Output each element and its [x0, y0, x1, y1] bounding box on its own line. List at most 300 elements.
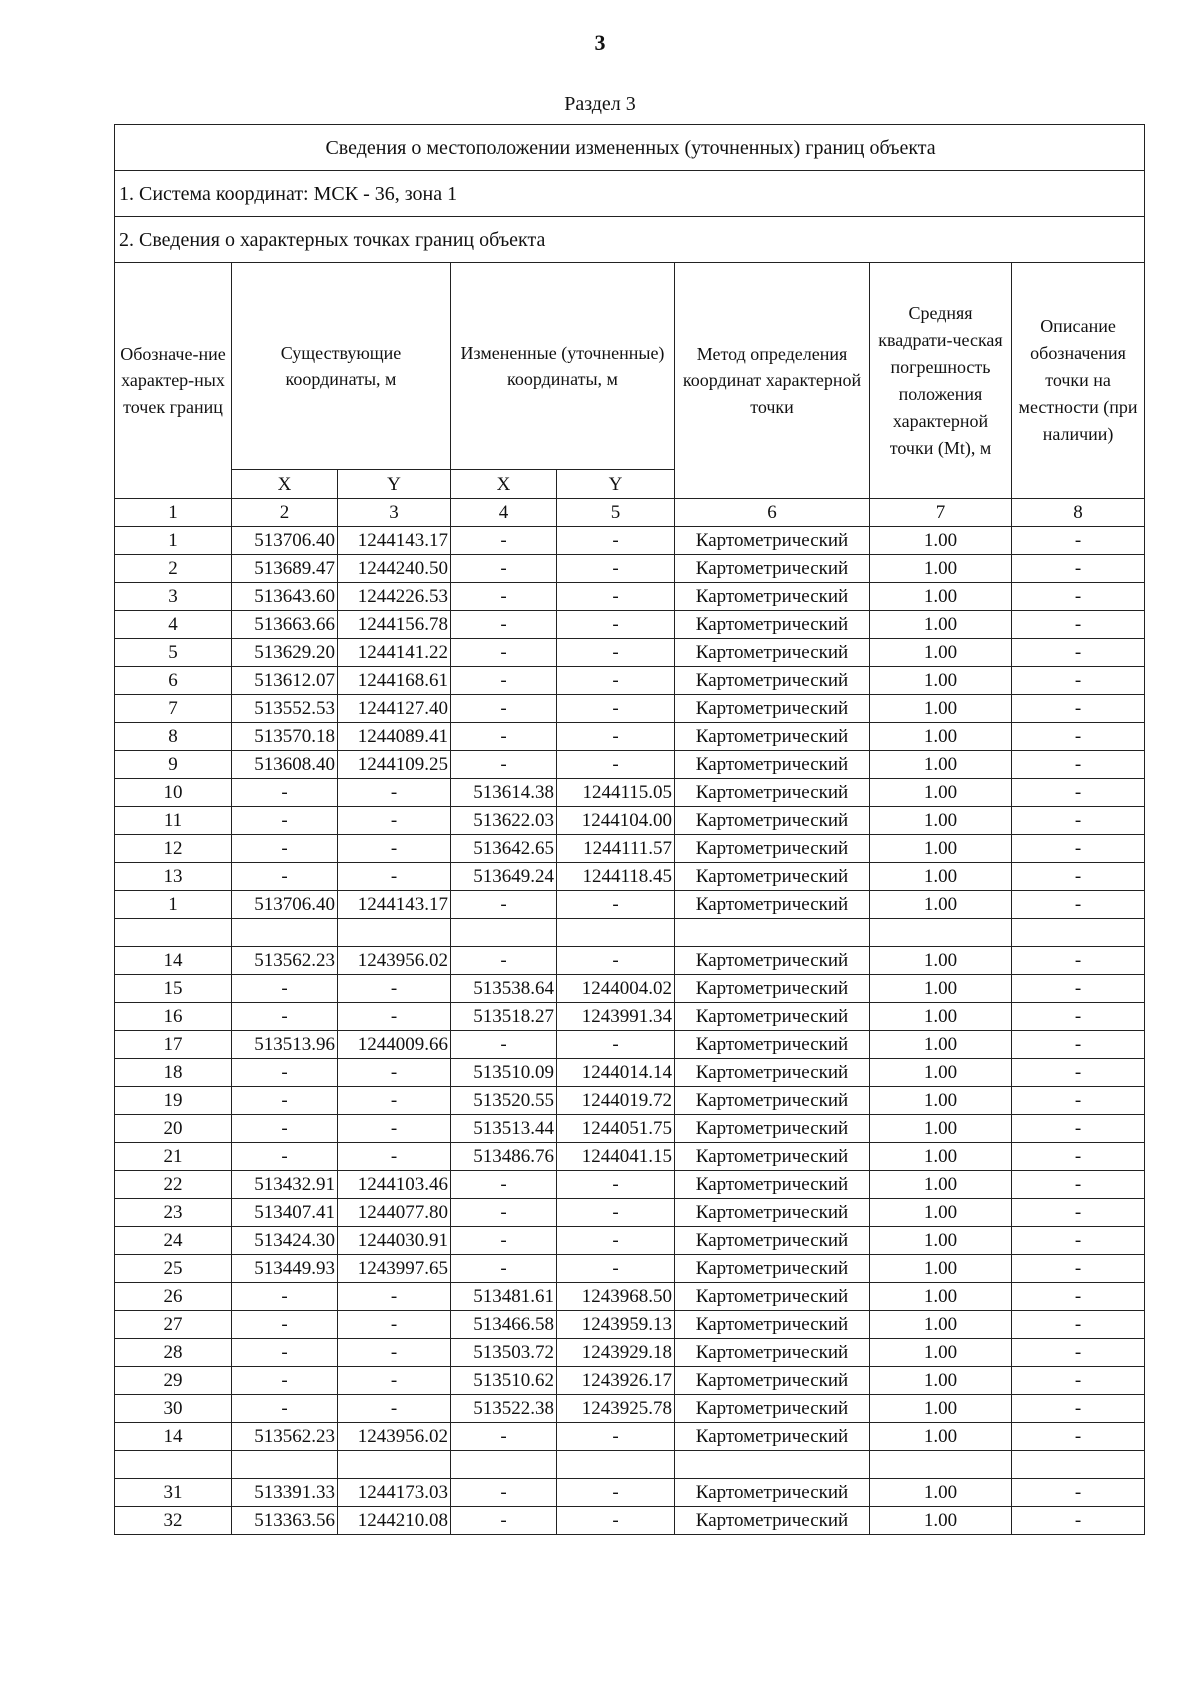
description-cell: -: [1012, 1171, 1145, 1199]
header-method: Метод определения координат характерной точки: [675, 263, 870, 499]
error-cell: 1.00: [870, 751, 1012, 779]
method-cell: Картометрический: [675, 1031, 870, 1059]
description-cell: -: [1012, 1311, 1145, 1339]
header-existing-coordinates: Существующие координаты, м: [232, 263, 451, 470]
header-changed-y: Y: [557, 470, 675, 499]
existing-x-cell: 513424.30: [232, 1227, 338, 1255]
existing-x-cell: -: [232, 1143, 338, 1171]
existing-x-cell: 513629.20: [232, 639, 338, 667]
description-cell: -: [1012, 667, 1145, 695]
existing-x-cell: 513391.33: [232, 1479, 338, 1507]
point-id-cell: 27: [115, 1311, 232, 1339]
error-cell: 1.00: [870, 1423, 1012, 1451]
method-cell: Картометрический: [675, 667, 870, 695]
changed-x-cell: 513518.27: [451, 1003, 557, 1031]
point-id-cell: 23: [115, 1199, 232, 1227]
coordinate-system: 1. Система координат: МСК - 36, зона 1: [115, 171, 1145, 217]
existing-y-cell: -: [338, 1003, 451, 1031]
existing-y-cell: 1244127.40: [338, 695, 451, 723]
table-row: [115, 1171, 1145, 1199]
point-id-cell: 2: [115, 555, 232, 583]
table-row: [115, 611, 1145, 639]
existing-x-cell: 513608.40: [232, 751, 338, 779]
changed-y-cell: -: [557, 751, 675, 779]
changed-y-cell: -: [557, 1255, 675, 1283]
description-cell: -: [1012, 1283, 1145, 1311]
table-row: [115, 1255, 1145, 1283]
description-cell: -: [1012, 1003, 1145, 1031]
changed-x-cell: 513510.62: [451, 1367, 557, 1395]
method-cell: Картометрический: [675, 1171, 870, 1199]
method-cell: Картометрический: [675, 639, 870, 667]
description-cell: -: [1012, 975, 1145, 1003]
column-numbers-row: [115, 499, 1145, 527]
page-number: 3: [594, 30, 606, 55]
boundary-points-table: [114, 124, 1145, 1535]
existing-y-cell: 1244143.17: [338, 527, 451, 555]
changed-x-cell: 513486.76: [451, 1143, 557, 1171]
existing-x-cell: 513643.60: [232, 583, 338, 611]
changed-x-cell: -: [451, 751, 557, 779]
error-cell: 1.00: [870, 947, 1012, 975]
method-cell: Картометрический: [675, 695, 870, 723]
point-id-cell: 16: [115, 1003, 232, 1031]
method-cell: [675, 1451, 870, 1479]
table-row: [115, 1087, 1145, 1115]
existing-x-cell: 513562.23: [232, 947, 338, 975]
point-id-cell: 5: [115, 639, 232, 667]
existing-y-cell: -: [338, 835, 451, 863]
method-cell: [675, 919, 870, 947]
changed-y-cell: -: [557, 695, 675, 723]
table-row: [115, 1115, 1145, 1143]
description-cell: -: [1012, 863, 1145, 891]
method-cell: Картометрический: [675, 1227, 870, 1255]
point-id-cell: 19: [115, 1087, 232, 1115]
changed-x-cell: 513481.61: [451, 1283, 557, 1311]
point-id-cell: 12: [115, 835, 232, 863]
existing-y-cell: -: [338, 1283, 451, 1311]
changed-x-cell: -: [451, 1199, 557, 1227]
changed-x-cell: [451, 919, 557, 947]
changed-y-cell: 1243925.78: [557, 1395, 675, 1423]
changed-y-cell: -: [557, 527, 675, 555]
changed-x-cell: -: [451, 667, 557, 695]
description-cell: -: [1012, 1227, 1145, 1255]
changed-x-cell: -: [451, 1171, 557, 1199]
changed-y-cell: 1244051.75: [557, 1115, 675, 1143]
header-changed-x: X: [451, 470, 557, 499]
table-row: [115, 1395, 1145, 1423]
existing-x-cell: 513432.91: [232, 1171, 338, 1199]
table-row: [115, 1283, 1145, 1311]
error-cell: 1.00: [870, 1479, 1012, 1507]
table-row: [115, 1479, 1145, 1507]
changed-y-cell: -: [557, 555, 675, 583]
column-number: 5: [557, 499, 675, 527]
error-cell: 1.00: [870, 1115, 1012, 1143]
changed-x-cell: -: [451, 583, 557, 611]
table-row: [115, 723, 1145, 751]
existing-x-cell: -: [232, 1059, 338, 1087]
existing-y-cell: [338, 919, 451, 947]
description-cell: -: [1012, 639, 1145, 667]
description-cell: -: [1012, 1199, 1145, 1227]
method-cell: Картометрический: [675, 527, 870, 555]
existing-y-cell: -: [338, 1143, 451, 1171]
error-cell: 1.00: [870, 807, 1012, 835]
existing-x-cell: [232, 1451, 338, 1479]
description-cell: -: [1012, 1031, 1145, 1059]
description-cell: -: [1012, 1367, 1145, 1395]
existing-y-cell: 1244173.03: [338, 1479, 451, 1507]
table-row: [115, 1339, 1145, 1367]
description-cell: -: [1012, 1255, 1145, 1283]
existing-y-cell: -: [338, 1367, 451, 1395]
existing-y-cell: 1244226.53: [338, 583, 451, 611]
changed-y-cell: 1244111.57: [557, 835, 675, 863]
point-id-cell: [115, 1451, 232, 1479]
existing-y-cell: 1244210.08: [338, 1507, 451, 1535]
changed-x-cell: -: [451, 695, 557, 723]
error-cell: 1.00: [870, 1199, 1012, 1227]
method-cell: Картометрический: [675, 1199, 870, 1227]
changed-x-cell: -: [451, 1423, 557, 1451]
header-mean-square-error: Средняя квадрати-ческая погрешность положения характерной точки (Mt), м: [870, 263, 1012, 499]
header-changed-coordinates: Измененные (уточненные) координаты, м: [451, 263, 675, 470]
method-cell: Картометрический: [675, 975, 870, 1003]
existing-y-cell: -: [338, 975, 451, 1003]
description-cell: -: [1012, 779, 1145, 807]
changed-y-cell: 1244004.02: [557, 975, 675, 1003]
point-id-cell: 14: [115, 1423, 232, 1451]
table-row: [115, 583, 1145, 611]
existing-y-cell: 1243956.02: [338, 1423, 451, 1451]
form-title: Сведения о местоположении измененных (уточненных) границ объекта: [115, 125, 1145, 171]
method-cell: Картометрический: [675, 1283, 870, 1311]
table-row: [115, 863, 1145, 891]
point-id-cell: 4: [115, 611, 232, 639]
point-id-cell: 7: [115, 695, 232, 723]
description-cell: -: [1012, 1143, 1145, 1171]
table-row: [115, 1031, 1145, 1059]
error-cell: 1.00: [870, 863, 1012, 891]
error-cell: 1.00: [870, 1367, 1012, 1395]
table-row: [115, 639, 1145, 667]
table-row: [115, 1423, 1145, 1451]
description-cell: -: [1012, 1059, 1145, 1087]
point-id-cell: 13: [115, 863, 232, 891]
existing-y-cell: -: [338, 863, 451, 891]
changed-x-cell: 513520.55: [451, 1087, 557, 1115]
error-cell: 1.00: [870, 1227, 1012, 1255]
table-row: [115, 1199, 1145, 1227]
existing-x-cell: 513570.18: [232, 723, 338, 751]
changed-x-cell: -: [451, 611, 557, 639]
existing-x-cell: -: [232, 1283, 338, 1311]
table-row: [115, 1451, 1145, 1479]
existing-y-cell: [338, 1451, 451, 1479]
table-row: [115, 1367, 1145, 1395]
changed-y-cell: 1243968.50: [557, 1283, 675, 1311]
existing-x-cell: 513363.56: [232, 1507, 338, 1535]
changed-x-cell: 513614.38: [451, 779, 557, 807]
changed-x-cell: -: [451, 891, 557, 919]
point-id-cell: 26: [115, 1283, 232, 1311]
point-id-cell: 32: [115, 1507, 232, 1535]
changed-x-cell: -: [451, 1031, 557, 1059]
changed-x-cell: 513522.38: [451, 1395, 557, 1423]
point-id-cell: 21: [115, 1143, 232, 1171]
column-number: 3: [338, 499, 451, 527]
existing-y-cell: 1244103.46: [338, 1171, 451, 1199]
table-row: [115, 807, 1145, 835]
existing-x-cell: -: [232, 1367, 338, 1395]
table-row: [115, 1311, 1145, 1339]
changed-x-cell: -: [451, 527, 557, 555]
existing-y-cell: -: [338, 1115, 451, 1143]
error-cell: 1.00: [870, 555, 1012, 583]
changed-y-cell: 1244014.14: [557, 1059, 675, 1087]
changed-x-cell: -: [451, 1507, 557, 1535]
changed-y-cell: -: [557, 583, 675, 611]
existing-y-cell: 1244077.80: [338, 1199, 451, 1227]
method-cell: Картометрический: [675, 555, 870, 583]
error-cell: 1.00: [870, 1507, 1012, 1535]
error-cell: 1.00: [870, 975, 1012, 1003]
changed-y-cell: -: [557, 1507, 675, 1535]
changed-y-cell: -: [557, 947, 675, 975]
point-id-cell: 11: [115, 807, 232, 835]
existing-x-cell: -: [232, 1339, 338, 1367]
column-number: 6: [675, 499, 870, 527]
existing-x-cell: -: [232, 1087, 338, 1115]
changed-x-cell: -: [451, 555, 557, 583]
existing-x-cell: 513706.40: [232, 527, 338, 555]
error-cell: 1.00: [870, 1031, 1012, 1059]
table-row: [115, 1003, 1145, 1031]
point-id-cell: 20: [115, 1115, 232, 1143]
existing-x-cell: -: [232, 835, 338, 863]
changed-y-cell: -: [557, 723, 675, 751]
point-id-cell: 3: [115, 583, 232, 611]
description-cell: -: [1012, 1479, 1145, 1507]
changed-x-cell: -: [451, 1227, 557, 1255]
header-designation: Обозначе-ние характер-ных точек границ: [115, 263, 232, 499]
changed-y-cell: -: [557, 1479, 675, 1507]
method-cell: Картометрический: [675, 779, 870, 807]
changed-y-cell: 1243926.17: [557, 1367, 675, 1395]
description-cell: -: [1012, 583, 1145, 611]
method-cell: Картометрический: [675, 863, 870, 891]
existing-y-cell: 1244143.17: [338, 891, 451, 919]
table-row: [115, 891, 1145, 919]
table-row: [115, 527, 1145, 555]
changed-y-cell: 1243959.13: [557, 1311, 675, 1339]
error-cell: 1.00: [870, 527, 1012, 555]
error-cell: [870, 1451, 1012, 1479]
description-cell: [1012, 919, 1145, 947]
existing-x-cell: -: [232, 1115, 338, 1143]
point-id-cell: 10: [115, 779, 232, 807]
table-row: [115, 751, 1145, 779]
column-number: 2: [232, 499, 338, 527]
method-cell: Картометрический: [675, 807, 870, 835]
changed-y-cell: -: [557, 1031, 675, 1059]
table-row: [115, 1507, 1145, 1535]
changed-x-cell: 513466.58: [451, 1311, 557, 1339]
existing-y-cell: 1244168.61: [338, 667, 451, 695]
changed-y-cell: 1243991.34: [557, 1003, 675, 1031]
existing-y-cell: 1244240.50: [338, 555, 451, 583]
description-cell: -: [1012, 835, 1145, 863]
error-cell: 1.00: [870, 695, 1012, 723]
description-cell: -: [1012, 527, 1145, 555]
existing-x-cell: 513612.07: [232, 667, 338, 695]
point-id-cell: 14: [115, 947, 232, 975]
error-cell: 1.00: [870, 1003, 1012, 1031]
changed-y-cell: 1244019.72: [557, 1087, 675, 1115]
method-cell: Картометрический: [675, 835, 870, 863]
method-cell: Картометрический: [675, 1003, 870, 1031]
point-id-cell: 28: [115, 1339, 232, 1367]
error-cell: 1.00: [870, 1339, 1012, 1367]
existing-y-cell: -: [338, 807, 451, 835]
error-cell: 1.00: [870, 835, 1012, 863]
description-cell: -: [1012, 1395, 1145, 1423]
existing-x-cell: [232, 919, 338, 947]
point-id-cell: 18: [115, 1059, 232, 1087]
error-cell: 1.00: [870, 1283, 1012, 1311]
changed-x-cell: 513513.44: [451, 1115, 557, 1143]
changed-x-cell: -: [451, 1479, 557, 1507]
error-cell: 1.00: [870, 1395, 1012, 1423]
description-cell: -: [1012, 807, 1145, 835]
existing-y-cell: -: [338, 1339, 451, 1367]
existing-x-cell: 513449.93: [232, 1255, 338, 1283]
changed-x-cell: 513510.09: [451, 1059, 557, 1087]
point-id-cell: 17: [115, 1031, 232, 1059]
method-cell: Картометрический: [675, 1395, 870, 1423]
existing-x-cell: -: [232, 1395, 338, 1423]
method-cell: Картометрический: [675, 1479, 870, 1507]
method-cell: Картометрический: [675, 1311, 870, 1339]
error-cell: 1.00: [870, 1087, 1012, 1115]
point-id-cell: 1: [115, 891, 232, 919]
method-cell: Картометрический: [675, 1339, 870, 1367]
method-cell: Картометрический: [675, 723, 870, 751]
table-row: [115, 835, 1145, 863]
existing-y-cell: 1244009.66: [338, 1031, 451, 1059]
changed-x-cell: 513538.64: [451, 975, 557, 1003]
description-cell: -: [1012, 1507, 1145, 1535]
column-number: 1: [115, 499, 232, 527]
changed-y-cell: -: [557, 611, 675, 639]
method-cell: Картометрический: [675, 947, 870, 975]
table-row: [115, 667, 1145, 695]
table-row: [115, 1143, 1145, 1171]
error-cell: 1.00: [870, 1255, 1012, 1283]
existing-y-cell: -: [338, 1395, 451, 1423]
point-id-cell: 31: [115, 1479, 232, 1507]
changed-x-cell: 513503.72: [451, 1339, 557, 1367]
changed-x-cell: [451, 1451, 557, 1479]
method-cell: Картометрический: [675, 1255, 870, 1283]
method-cell: Картометрический: [675, 1115, 870, 1143]
point-id-cell: 29: [115, 1367, 232, 1395]
changed-y-cell: -: [557, 667, 675, 695]
method-cell: Картометрический: [675, 611, 870, 639]
description-cell: -: [1012, 947, 1145, 975]
changed-x-cell: -: [451, 723, 557, 751]
point-id-cell: [115, 919, 232, 947]
point-id-cell: 15: [115, 975, 232, 1003]
existing-y-cell: 1243956.02: [338, 947, 451, 975]
existing-y-cell: 1244141.22: [338, 639, 451, 667]
table-body: [115, 527, 1145, 1535]
points-heading: 2. Сведения о характерных точках границ объекта: [115, 217, 1145, 263]
existing-x-cell: 513706.40: [232, 891, 338, 919]
error-cell: 1.00: [870, 779, 1012, 807]
existing-y-cell: -: [338, 1087, 451, 1115]
changed-x-cell: 513622.03: [451, 807, 557, 835]
point-id-cell: 9: [115, 751, 232, 779]
changed-x-cell: 513642.65: [451, 835, 557, 863]
column-number: 4: [451, 499, 557, 527]
changed-y-cell: 1244041.15: [557, 1143, 675, 1171]
column-number: 7: [870, 499, 1012, 527]
existing-x-cell: -: [232, 1311, 338, 1339]
description-cell: -: [1012, 611, 1145, 639]
point-id-cell: 22: [115, 1171, 232, 1199]
existing-y-cell: -: [338, 779, 451, 807]
point-id-cell: 25: [115, 1255, 232, 1283]
existing-x-cell: 513407.41: [232, 1199, 338, 1227]
error-cell: 1.00: [870, 723, 1012, 751]
existing-y-cell: 1244109.25: [338, 751, 451, 779]
error-cell: 1.00: [870, 639, 1012, 667]
existing-x-cell: -: [232, 779, 338, 807]
table-row: [115, 947, 1145, 975]
existing-x-cell: 513689.47: [232, 555, 338, 583]
description-cell: [1012, 1451, 1145, 1479]
method-cell: Картометрический: [675, 751, 870, 779]
existing-x-cell: 513552.53: [232, 695, 338, 723]
method-cell: Картометрический: [675, 1059, 870, 1087]
existing-x-cell: 513663.66: [232, 611, 338, 639]
error-cell: 1.00: [870, 611, 1012, 639]
error-cell: 1.00: [870, 1059, 1012, 1087]
existing-x-cell: -: [232, 863, 338, 891]
changed-x-cell: -: [451, 947, 557, 975]
description-cell: -: [1012, 891, 1145, 919]
table-row: [115, 919, 1145, 947]
description-cell: -: [1012, 751, 1145, 779]
description-cell: -: [1012, 1087, 1145, 1115]
changed-y-cell: [557, 1451, 675, 1479]
error-cell: 1.00: [870, 1311, 1012, 1339]
existing-y-cell: -: [338, 1059, 451, 1087]
method-cell: Картометрический: [675, 1507, 870, 1535]
table-row: [115, 1059, 1145, 1087]
existing-x-cell: -: [232, 1003, 338, 1031]
section-title: Раздел 3: [564, 93, 636, 115]
existing-x-cell: 513513.96: [232, 1031, 338, 1059]
existing-y-cell: -: [338, 1311, 451, 1339]
changed-x-cell: -: [451, 1255, 557, 1283]
changed-y-cell: -: [557, 1423, 675, 1451]
point-id-cell: 30: [115, 1395, 232, 1423]
